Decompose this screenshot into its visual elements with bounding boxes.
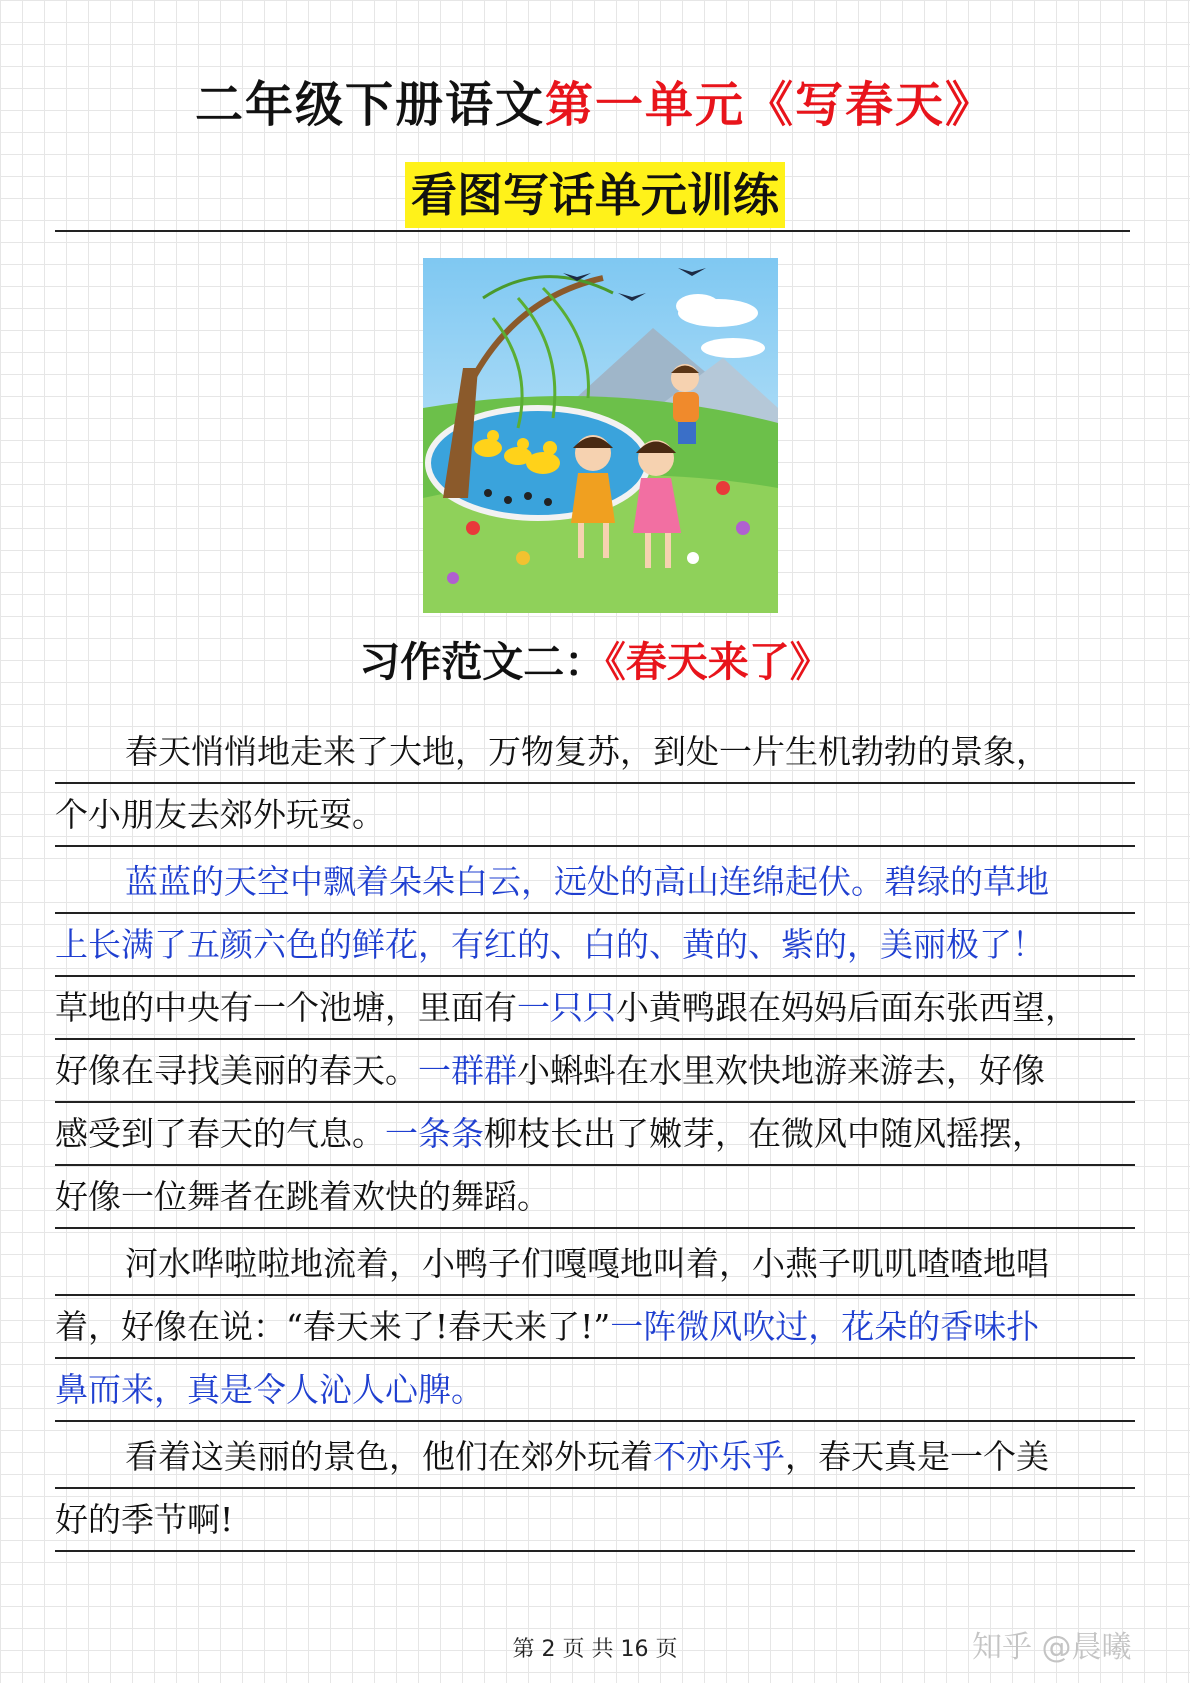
essay-text: 个小朋友去郊外玩耍。 bbox=[55, 795, 385, 834]
essay-title bbox=[0, 632, 1190, 692]
essay-text: 小蝌蚪在水里欢快地游来游去，好像 bbox=[517, 1051, 1045, 1090]
page-title bbox=[0, 70, 1190, 140]
essay-text: 好的季节啊! bbox=[55, 1500, 234, 1539]
essay-text: 着，好像在说：“春天来了!春天来了!” bbox=[55, 1307, 611, 1346]
essay-text: 好像在寻找美丽的春天。 bbox=[55, 1051, 418, 1090]
essay-text: ，春天真是一个美 bbox=[785, 1437, 1049, 1476]
title-red: 第一单元《写春天》 bbox=[545, 77, 996, 133]
highlighted-text: 不亦乐乎 bbox=[653, 1437, 785, 1476]
essay-text: 柳枝长出了嫩芽，在微风中随风摇摆， bbox=[484, 1114, 1045, 1153]
highlighted-text: 一条条 bbox=[385, 1114, 484, 1153]
essay-text: 春天悄悄地走来了大地，万物复苏，到处一片生机勃勃的景象， bbox=[125, 732, 1049, 771]
title-black: 二年级下册语文 bbox=[194, 77, 545, 133]
essay-text: 草地的中央有一个池塘，里面有 bbox=[55, 988, 517, 1027]
essay-text: 好像一位舞者在跳着欢快的舞蹈。 bbox=[55, 1177, 550, 1216]
essay-line bbox=[55, 720, 1135, 784]
essay-line bbox=[55, 1358, 1135, 1422]
essay-line bbox=[55, 913, 1135, 977]
essay-line bbox=[55, 850, 1135, 914]
essay-line bbox=[55, 1165, 1135, 1229]
subtitle-wrap bbox=[0, 162, 1190, 228]
essay-line bbox=[55, 783, 1135, 847]
essay-line bbox=[55, 1488, 1135, 1552]
spring-illustration bbox=[423, 258, 778, 613]
highlighted-text: 一阵微风吹过，花朵的香味扑 bbox=[610, 1307, 1040, 1346]
essay-title-black: 习作范文二： bbox=[359, 638, 606, 686]
watermark: 知乎 @晨曦 bbox=[972, 1630, 1132, 1665]
essay-line bbox=[55, 1102, 1135, 1166]
essay-text: 小黄鸭跟在妈妈后面东张西望， bbox=[616, 988, 1078, 1027]
essay-line bbox=[55, 1295, 1135, 1359]
page-number: 第 2 页 共 16 页 bbox=[512, 1637, 678, 1662]
highlighted-text: 一群群 bbox=[418, 1051, 517, 1090]
essay-text: 看着这美丽的景色，他们在郊外玩着 bbox=[125, 1437, 653, 1476]
essay-line bbox=[55, 1039, 1135, 1103]
page-subtitle: 看图写话单元训练 bbox=[405, 162, 785, 228]
essay-title-red: 《春天来了》 bbox=[605, 638, 831, 686]
essay-line bbox=[55, 1425, 1135, 1489]
title-divider bbox=[55, 230, 1130, 232]
essay-text: 感受到了春天的气息。 bbox=[55, 1114, 385, 1153]
highlighted-text: 一只只 bbox=[517, 988, 616, 1027]
essay-line bbox=[55, 1232, 1135, 1296]
highlighted-text: 鼻而来，真是令人沁人心脾。 bbox=[55, 1370, 484, 1409]
highlighted-text: 蓝蓝的天空中飘着朵朵白云，远处的高山连绵起伏。碧绿的草地 bbox=[125, 862, 1049, 901]
essay-line bbox=[55, 976, 1135, 1040]
essay-text: 河水哗啦啦地流着，小鸭子们嘎嘎地叫着，小燕子叽叽喳喳地唱 bbox=[125, 1244, 1049, 1283]
highlighted-text: 上长满了五颜六色的鲜花，有红的、白的、黄的、紫的，美丽极了！ bbox=[55, 925, 1045, 964]
